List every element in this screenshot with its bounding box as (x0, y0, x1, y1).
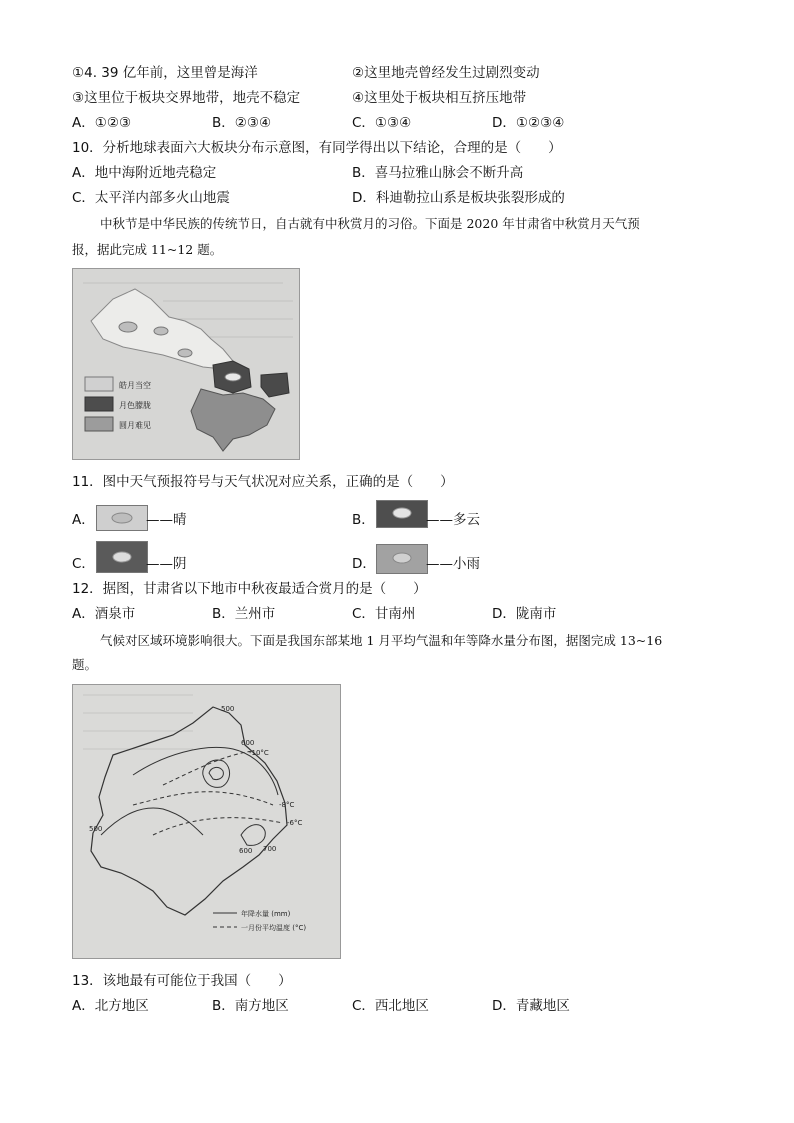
q10-option-d[interactable]: D．科迪勒拉山系是板块张裂形成的 (352, 190, 565, 206)
q11-c-label: C． (72, 556, 95, 572)
legend-label-clear: 皓月当空 (119, 381, 151, 390)
q9-option-a[interactable]: A．①②③ (72, 115, 132, 131)
legend-label-hidden: 圆月难见 (119, 421, 151, 430)
q10-option-c[interactable]: C．太平洋内部多火山地震 (72, 190, 230, 206)
q11-d-text: ——小雨 (426, 556, 480, 572)
isoline-map (72, 684, 341, 959)
isoline-map-svg (73, 685, 340, 958)
label-500-left: 500 (89, 825, 103, 833)
symbol-rain-icon (376, 544, 428, 574)
q13-stem: 13．该地最有可能位于我国（ ） (72, 973, 292, 989)
q10-stem: 10．分析地球表面六大板块分布示意图，有同学得出以下结论，合理的是（ ） (72, 140, 562, 156)
q10-option-a[interactable]: A．地中海附近地壳稳定 (72, 165, 217, 181)
passage2-line2: 题。 (72, 657, 98, 672)
symbol-overcast-icon (96, 541, 148, 573)
label-minus10: -10°C (249, 749, 269, 757)
gansu-map-svg (73, 269, 299, 459)
label-minus8: -8°C (279, 801, 295, 809)
q11-option-c[interactable] (72, 552, 95, 576)
gansu-forecast-map (72, 268, 300, 460)
q11-c-text: ——阴 (146, 556, 187, 572)
q11-option-b[interactable] (352, 508, 375, 532)
q9-statement-4: ④这里处于板块相互挤压地带 (352, 90, 527, 106)
label-600-mid: 600 (239, 847, 253, 855)
q11-d-label: D． (352, 556, 376, 572)
legend-swatch-clear (85, 377, 113, 391)
symbol-clear-icon (96, 505, 148, 531)
q9-statement-3: ③这里位于板块交界地带，地壳不稳定 (72, 90, 301, 106)
q12-option-b[interactable]: B．兰州市 (212, 606, 276, 622)
q13-option-d[interactable]: D．青藏地区 (492, 998, 570, 1014)
q11-a-text: ——晴 (146, 512, 187, 528)
q9-statement-1: ①4. 39 亿年前，这里曾是海洋 (72, 65, 258, 81)
symbol-hazy-icon (376, 500, 428, 528)
legend-temp: 一月份平均温度 (°C) (241, 924, 307, 932)
label-500-top: 500 (221, 705, 235, 713)
q12-stem: 12．据图，甘肃省以下地市中秋夜最适合赏月的是（ ） (72, 581, 427, 597)
q11-b-text: ——多云 (426, 512, 480, 528)
legend-swatch-hazy (85, 397, 113, 411)
q13-option-a[interactable]: A．北方地区 (72, 998, 149, 1014)
q12-option-c[interactable]: C．甘南州 (352, 606, 416, 622)
label-600-top: 600 (241, 739, 255, 747)
label-minus6: -6°C (287, 819, 303, 827)
passage1-line1: 中秋节是中华民族的传统节日，自古就有中秋赏月的习俗。下面是 2020 年甘肃省中秋赏月天气预 (100, 216, 640, 231)
q11-stem: 11．图中天气预报符号与天气状况对应关系，正确的是（ ） (72, 474, 454, 490)
q9-option-d[interactable]: D．①②③④ (492, 115, 565, 131)
q11-a-label: A． (72, 512, 95, 528)
passage1-line2: 报，据此完成 11~12 题。 (72, 242, 223, 257)
q13-option-c[interactable]: C．西北地区 (352, 998, 429, 1014)
q9-option-b[interactable]: B．②③④ (212, 115, 272, 131)
q11-option-a[interactable] (72, 508, 95, 532)
passage2-line1: 气候对区域环境影响很大。下面是我国东部某地 1 月平均气温和年等降水量分布图，据图完成 13~16 (100, 633, 663, 648)
q12-option-a[interactable]: A．酒泉市 (72, 606, 136, 622)
q9-statement-2: ②这里地壳曾经发生过剧烈变动 (352, 65, 540, 81)
q11-option-d[interactable] (352, 552, 376, 576)
legend-swatch-hidden (85, 417, 113, 431)
legend-label-hazy: 月色朦胧 (119, 401, 151, 410)
q12-option-d[interactable]: D．陇南市 (492, 606, 557, 622)
q9-option-c[interactable]: C．①③④ (352, 115, 412, 131)
q13-option-b[interactable]: B．南方地区 (212, 998, 289, 1014)
q11-b-label: B． (352, 512, 375, 528)
legend-precip: 年降水量 (mm) (241, 910, 291, 918)
q10-option-b[interactable]: B．喜马拉雅山脉会不断升高 (352, 165, 524, 181)
label-700: 700 (263, 845, 277, 853)
